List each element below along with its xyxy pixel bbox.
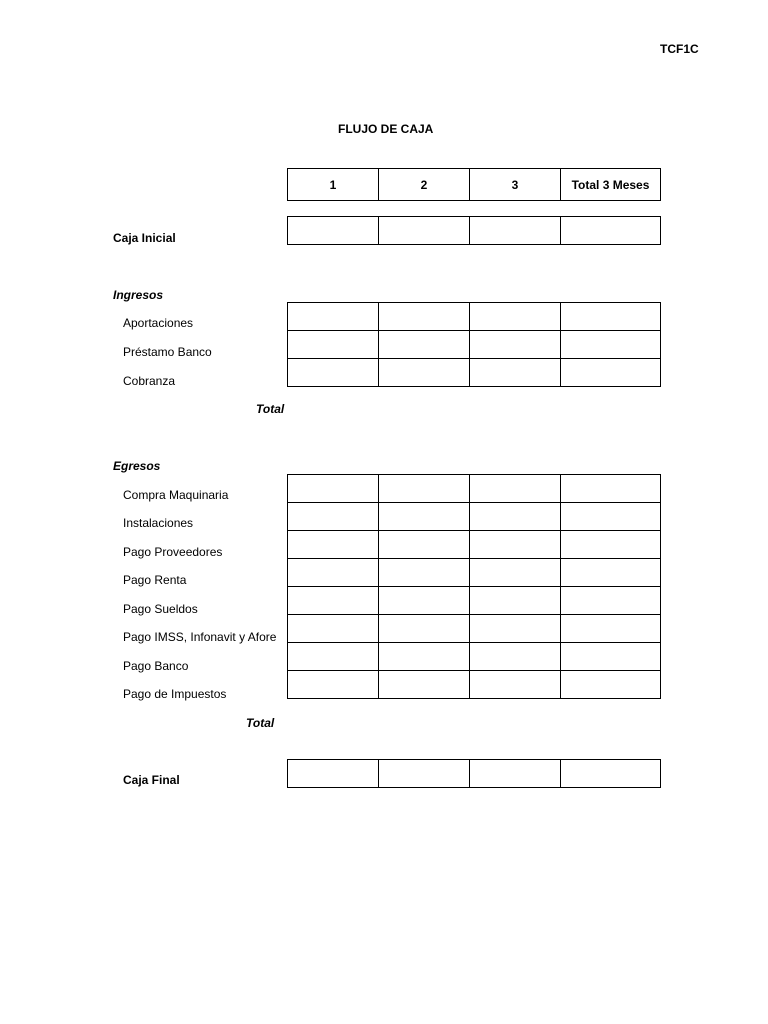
table-row [288,615,661,643]
egresos-item-instalaciones: Instalaciones [123,516,194,530]
table-row [288,331,661,359]
input-cell[interactable] [379,643,470,671]
header-row [288,169,661,201]
ingresos-total-label: Total [256,402,285,416]
input-cell[interactable] [288,643,379,671]
table-row [288,643,661,671]
ingresos-item-aportaciones: Aportaciones [123,316,194,330]
input-cell[interactable] [561,615,661,643]
input-cell[interactable] [379,760,470,788]
table-row [288,303,661,331]
input-cell[interactable] [470,760,561,788]
input-cell[interactable] [379,671,470,699]
egresos-total-label: Total [246,716,275,730]
table-row [288,217,661,245]
input-cell[interactable] [561,531,661,559]
input-cell[interactable] [288,587,379,615]
input-cell[interactable] [288,760,379,788]
input-cell[interactable] [379,359,470,387]
input-cell[interactable] [470,531,561,559]
input-cell[interactable] [470,503,561,531]
input-cell[interactable] [379,475,470,503]
egresos-item-pago-impuestos: Pago de Impuestos [123,687,227,701]
input-cell[interactable] [470,587,561,615]
ingresos-heading: Ingresos [113,288,164,302]
input-cell[interactable] [561,760,661,788]
egresos-heading: Egresos [113,459,161,473]
ingresos-table [287,302,661,387]
column-header-total: Total 3 Meses [561,169,661,201]
input-cell[interactable] [470,643,561,671]
input-cell[interactable] [470,303,561,331]
input-cell[interactable] [288,331,379,359]
input-cell[interactable] [379,615,470,643]
egresos-item-pago-sueldos: Pago Sueldos [123,602,198,616]
page-title: FLUJO DE CAJA [338,122,434,136]
input-cell[interactable] [470,359,561,387]
egresos-item-pago-proveedores: Pago Proveedores [123,545,223,559]
input-cell[interactable] [288,615,379,643]
input-cell[interactable] [561,587,661,615]
column-header-1: 1 [288,169,379,201]
input-cell[interactable] [470,671,561,699]
document-code: TCF1C [660,42,699,56]
input-cell[interactable] [561,559,661,587]
input-cell[interactable] [288,531,379,559]
input-cell[interactable] [379,559,470,587]
column-header-3: 3 [470,169,561,201]
caja-final-label: Caja Final [123,773,180,787]
input-cell[interactable] [288,303,379,331]
caja-final-table [287,759,661,788]
input-cell[interactable] [379,331,470,359]
egresos-item-pago-renta: Pago Renta [123,573,187,587]
input-cell[interactable] [561,643,661,671]
ingresos-item-prestamo-banco: Préstamo Banco [123,345,212,359]
input-cell[interactable] [561,671,661,699]
table-row [288,760,661,788]
input-cell[interactable] [561,331,661,359]
input-cell[interactable] [561,303,661,331]
input-cell[interactable] [561,475,661,503]
input-cell[interactable] [379,303,470,331]
input-cell[interactable] [288,359,379,387]
column-header-2: 2 [379,169,470,201]
table-row [288,531,661,559]
input-cell[interactable] [470,217,561,245]
input-cell[interactable] [379,587,470,615]
input-cell[interactable] [379,503,470,531]
caja-inicial-label: Caja Inicial [113,231,176,245]
table-row [288,587,661,615]
egresos-item-compra-maquinaria: Compra Maquinaria [123,488,229,502]
input-cell[interactable] [288,671,379,699]
caja-inicial-table [287,216,661,245]
column-header-table [287,168,661,201]
table-row [288,671,661,699]
table-row [288,559,661,587]
input-cell[interactable] [561,359,661,387]
egresos-item-pago-imss: Pago IMSS, Infonavit y Afore [123,630,277,644]
input-cell[interactable] [288,559,379,587]
input-cell[interactable] [470,475,561,503]
egresos-table [287,474,661,699]
table-row [288,503,661,531]
input-cell[interactable] [561,503,661,531]
input-cell[interactable] [379,217,470,245]
input-cell[interactable] [470,331,561,359]
ingresos-item-cobranza: Cobranza [123,374,176,388]
input-cell[interactable] [288,475,379,503]
table-row [288,359,661,387]
input-cell[interactable] [561,217,661,245]
egresos-item-pago-banco: Pago Banco [123,659,189,673]
input-cell[interactable] [288,217,379,245]
input-cell[interactable] [379,531,470,559]
input-cell[interactable] [470,615,561,643]
table-row [288,475,661,503]
input-cell[interactable] [288,503,379,531]
input-cell[interactable] [470,559,561,587]
